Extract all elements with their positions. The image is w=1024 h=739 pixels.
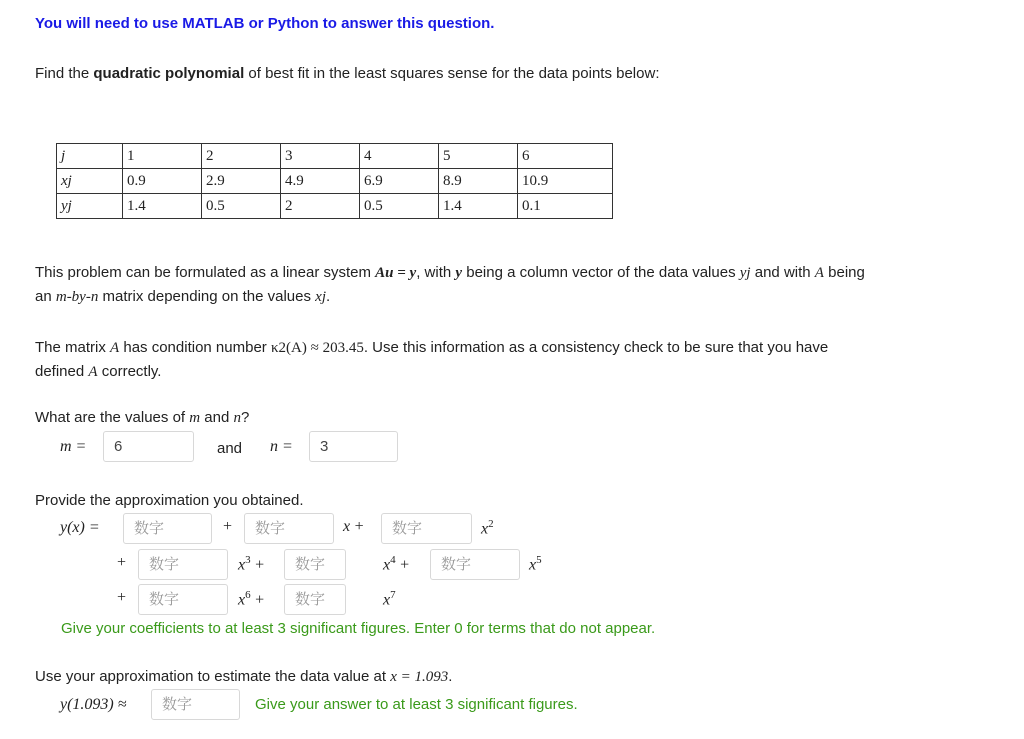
row-label-y: yj [57,194,123,219]
and-label: and [217,440,243,457]
table-cell: 0.5 [360,194,439,219]
n-input[interactable] [309,431,398,462]
table-cell: 3 [281,144,360,169]
table-cell: 0.9 [123,169,202,194]
table-cell: 2.9 [202,169,281,194]
plus-sign: + [223,518,233,535]
intro-text-2: of best fit in the least squares sense for the data points below: [244,65,660,82]
estimate-question: Use your approximation to estimate the data value at x = 1.093. [35,668,453,685]
table-cell: 1.4 [439,194,518,219]
mn-question: What are the values of m and n? [35,409,250,426]
coeff-5-input[interactable] [430,549,520,580]
table-cell: 1 [123,144,202,169]
table-row-j [57,144,613,169]
term-x: x + [343,518,364,535]
table-cell: 6 [518,144,613,169]
approx-title: Provide the approximation you obtained. [35,492,304,509]
intro-bold: quadratic polynomial [93,65,245,82]
table-cell: 2 [281,194,360,219]
term-x3: $x^3$ + [238,554,265,574]
table-cell: 0.1 [518,194,613,219]
coeff-7-input[interactable] [284,584,346,615]
coeff-2-input[interactable] [381,513,472,544]
coeff-6-input[interactable] [138,584,228,615]
condition-paragraph: The matrix A has condition number κ2(A) ≈ 203.45. Use this information as a consistency check to be sure that you have defined A correctly. [35,339,829,380]
intro-text-1: Find the [35,65,94,82]
row-label-x: xj [57,169,123,194]
table-cell: 5 [439,144,518,169]
table-cell: 0.5 [202,194,281,219]
n-label: n = [270,438,293,455]
estimate-hint: Give your answer to at least 3 significant figures. [255,696,578,713]
y-of-x-label: y(x) = [60,519,100,536]
term-x5: $x^5$ [529,554,542,574]
table-cell: 2 [202,144,281,169]
condition-number: κ2(A) ≈ 203.45 [270,340,364,356]
coefficients-hint: Give your coefficients to at least 3 significant figures. Enter 0 for terms that do not appear. [61,620,656,637]
plus-sign: + [117,554,127,571]
matlab-python-notice: You will need to use MATLAB or Python to answer this question. [35,15,495,32]
m-label: m = [60,438,87,455]
term-x7: $x^7$ [383,589,396,609]
table-cell: 8.9 [439,169,518,194]
data-table [56,143,613,219]
estimate-input[interactable] [151,689,240,720]
plus-sign: + [117,589,127,606]
coeff-1-input[interactable] [244,513,334,544]
table-row-x [57,169,613,194]
table-cell: 6.9 [360,169,439,194]
problem-statement [35,62,659,85]
formulation-paragraph: This problem can be formulated as a linear system Au = y, with y being a column vector of the data values yj and with A being an m-by-n matrix depending on the values xj. [35,264,865,305]
table-cell: 10.9 [518,169,613,194]
estimate-x-value: x = 1.093 [390,669,449,685]
term-x4: $x^4$ + [383,554,410,574]
coeff-4-input[interactable] [284,549,346,580]
term-x6: $x^6$ + [238,589,265,609]
row-label-j: j [57,144,123,169]
coeff-0-input[interactable] [123,513,212,544]
table-cell: 4 [360,144,439,169]
table-cell: 4.9 [281,169,360,194]
term-x2: $x^2$ [481,518,494,538]
m-input[interactable] [103,431,194,462]
y-estimate-label: y(1.093) ≈ [60,696,127,713]
table-cell: 1.4 [123,194,202,219]
coeff-3-input[interactable] [138,549,228,580]
linear-system-eq: Au = y [375,265,417,281]
table-row-y [57,194,613,219]
